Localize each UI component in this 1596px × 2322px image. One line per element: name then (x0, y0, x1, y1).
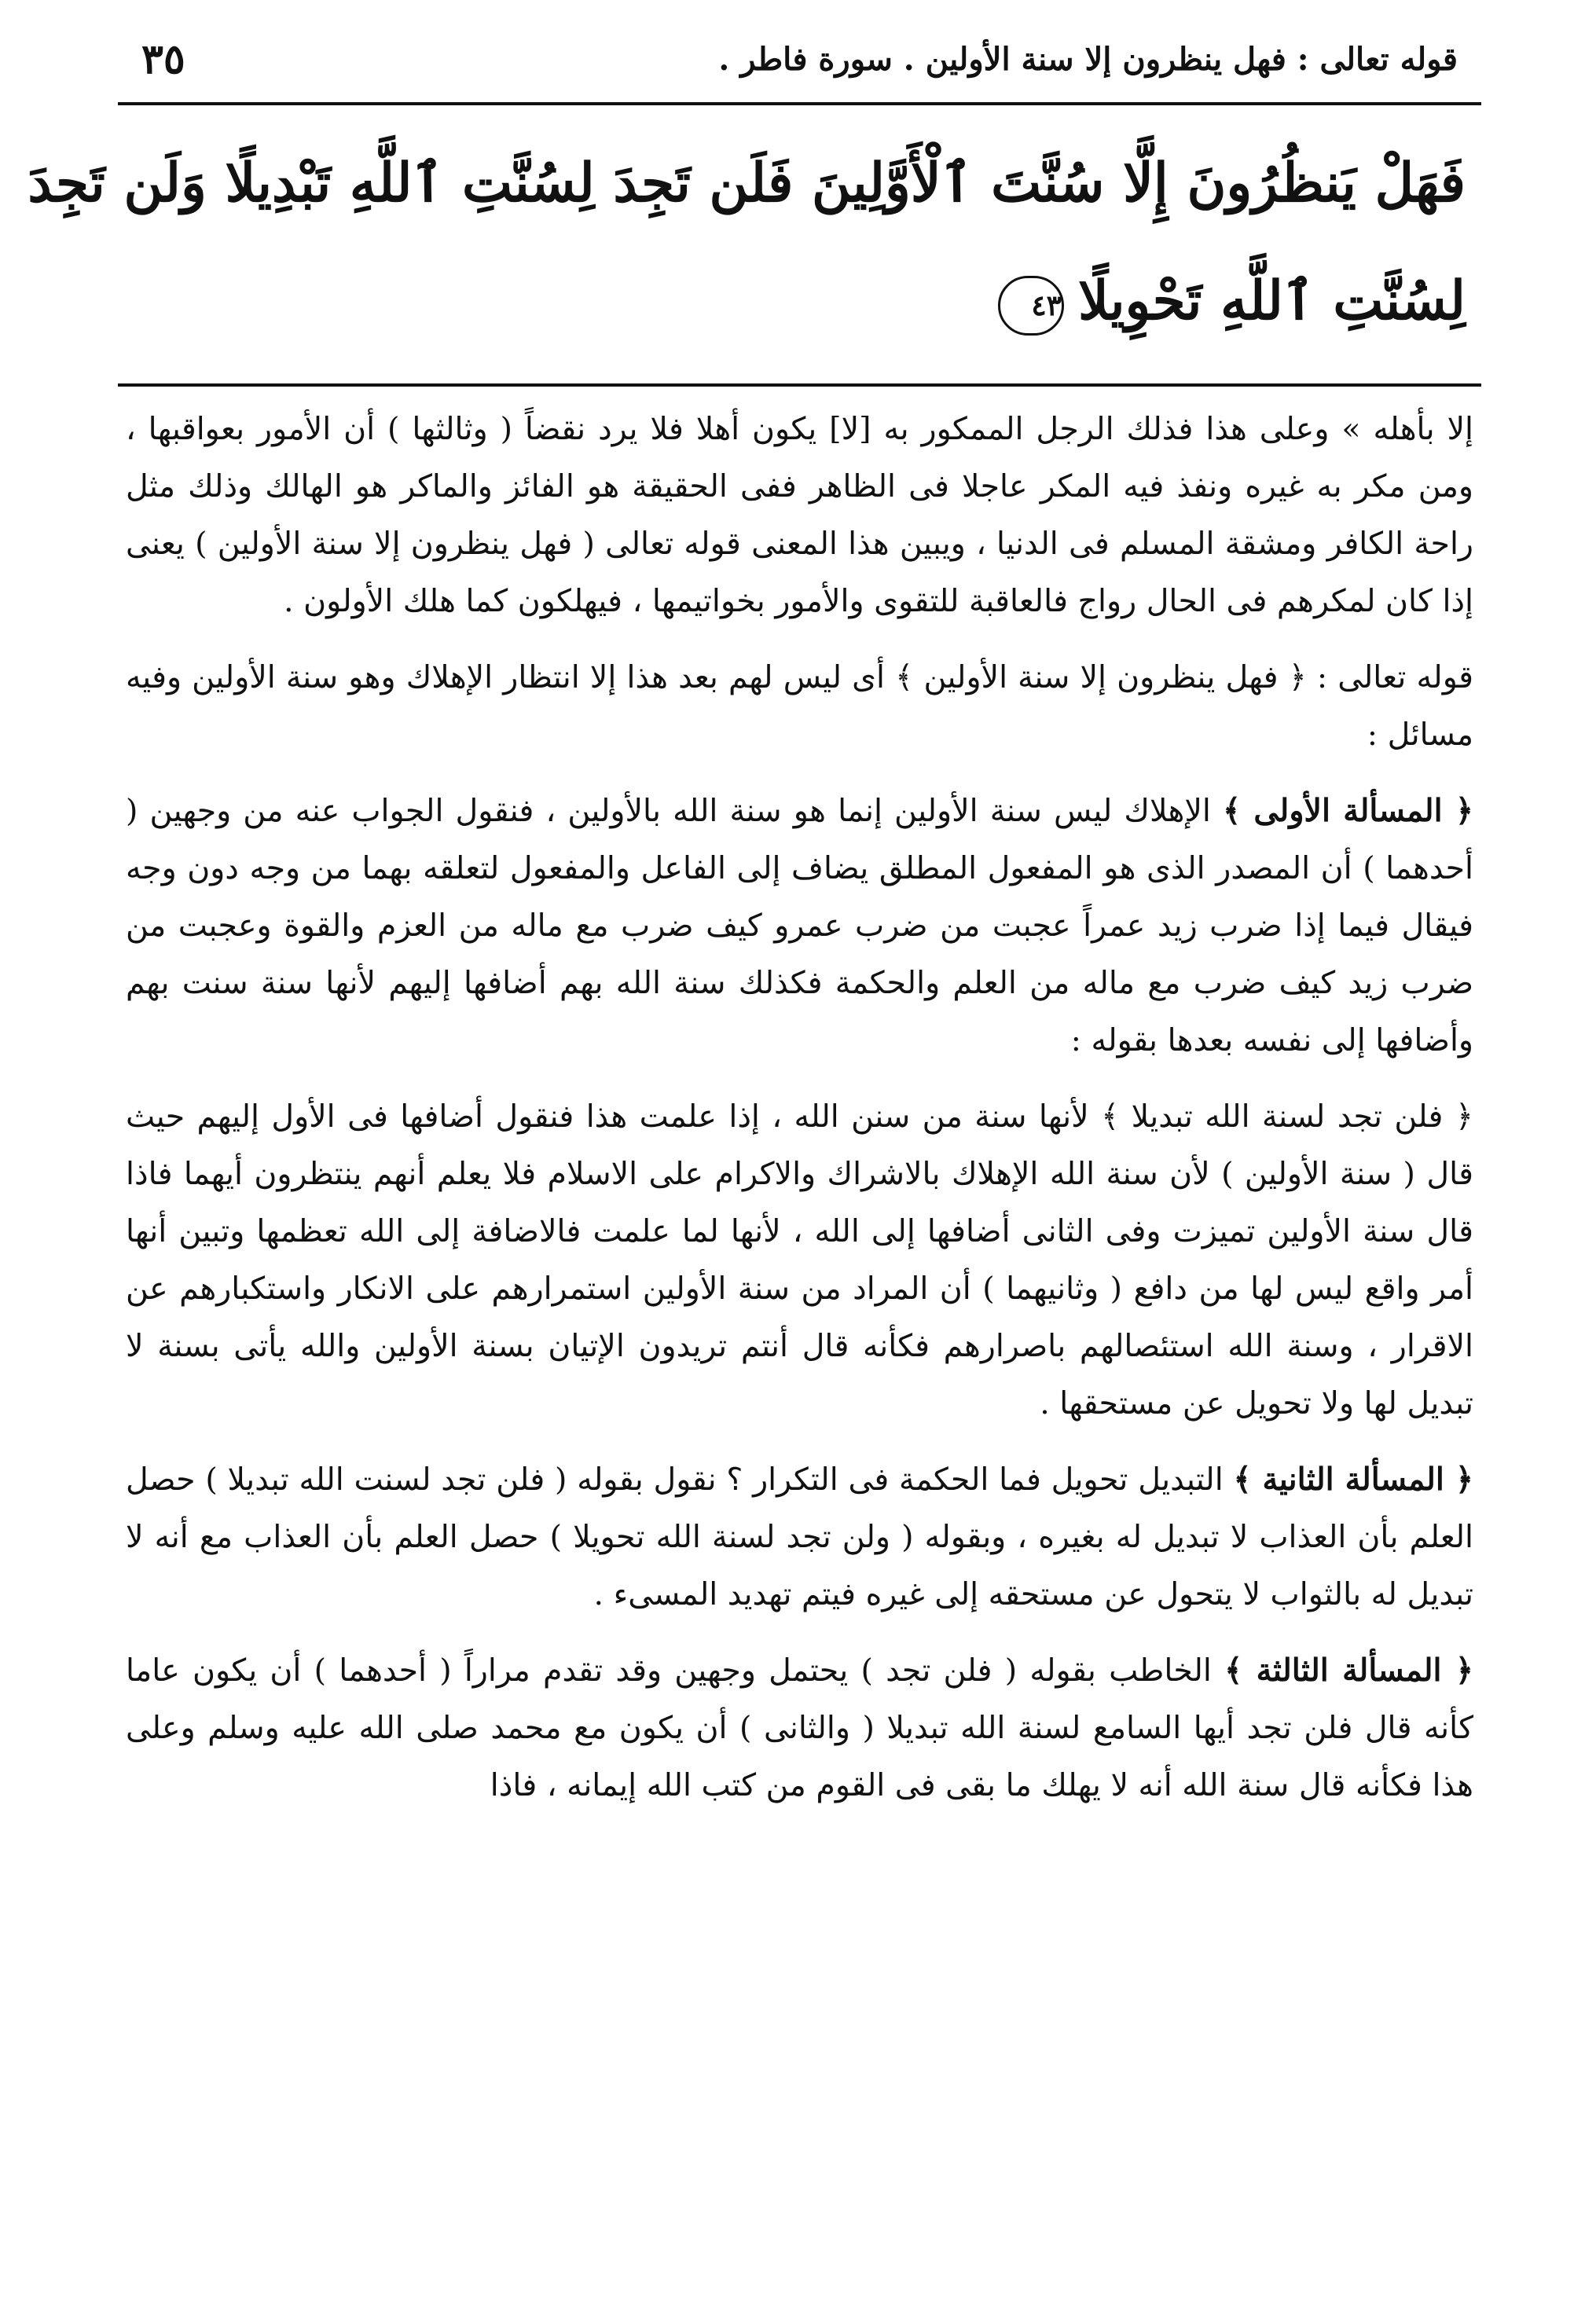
commentary-body (118, 387, 1481, 1814)
book-page (28, 16, 1481, 2294)
verse-line-2-text: لِسُنَّتِ ٱللَّهِ تَحْوِيلًا (1078, 270, 1466, 332)
verse-line-2 (134, 242, 1466, 360)
running-title: قوله تعالى : فهل ينظرون إلا سنة الأولين . سورة فاطر . (718, 40, 1458, 78)
paragraph-text: الإهلاك ليس سنة الأولين إنما هو سنة الله بالأولين ، فنقول الجواب عنه من وجهين ( أحدهما ) أن المصدر الذى هو المفعول المطلق يضاف إلى الفاعل والمفعول لتعلقه بهما من وجه دون وجه فيقال فيما إذا ضرب زيد عمراً عجبت من ضرب عمرو كيف ضرب مع ماله من العزم والقوة وعجبت من ضرب زيد كيف ضرب مع ماله من العلم والحكمة فكذلك سنة الله بهم أضافها إليهم لأنها سنة سنت بهم وأضافها إلى نفسه بعدها بقوله : (126, 793, 1473, 1058)
running-header (118, 16, 1481, 102)
section-heading: ﴿ المسألة الثالثة ﴾ (1224, 1653, 1473, 1689)
section-heading: ﴿ المسألة الثانية ﴾ (1233, 1462, 1473, 1498)
verse-line-1: فَهَلْ يَنظُرُونَ إِلَّا سُنَّتَ ٱلْأَوَّلِينَ فَلَن تَجِدَ لِسُنَّتِ ٱللَّهِ تَبْدِيلًا وَلَن تَجِدَ (28, 152, 1466, 215)
page-number: ٣٥ (141, 35, 185, 83)
paragraph-text: قوله تعالى : ﴿ فهل ينظرون إلا سنة الأولين ﴾ أى ليس لهم بعد هذا إلا انتظار الإهلاك وهو سنة الأولين وفيه مسائل : (126, 659, 1473, 753)
section-heading: ﴿ المسألة الأولى ﴾ (1222, 793, 1473, 829)
paragraph (126, 783, 1473, 1069)
paragraph-text: التبديل تحويل فما الحكمة فى التكرار ؟ نقول بقوله ( فلن تجد لسنت الله تبديلا ) حصل العلم بأن العذاب لا تبديل له بغيره ، وبقوله ( ولن تجد لسنة الله تحويلا ) حصل العلم بأن العذاب مع أنه لا تبديل له بالثواب لا يتحول عن مستحقه إلى غيره فيتم تهديد المسىء . (126, 1462, 1473, 1612)
quran-verse (28, 105, 1481, 383)
paragraph (126, 1088, 1473, 1432)
paragraph (126, 1451, 1473, 1623)
paragraph (126, 401, 1473, 630)
paragraph (126, 1642, 1473, 1814)
paragraph-text: الخاطب بقوله ( فلن تجد ) يحتمل وجهين وقد تقدم مراراً ( أحدهما ) أن يكون عاما كأنه قال فلن تجد أيها السامع لسنة الله تبديلا ( والثانى ) أن يكون مع محمد صلى الله عليه وسلم وعلى هذا فكأنه قال سنة الله أنه لا يهلك ما بقى فى القوم من كتب الله إيمانه ، فاذا (126, 1653, 1473, 1803)
paragraph-text: ﴿ فلن تجد لسنة الله تبديلا ﴾ لأنها سنة من سنن الله ، إذا علمت هذا فنقول أضافها فى الأول إليهم حيث قال ( سنة الأولين ) لأن سنة الله الإهلاك بالاشراك والاكرام على الاسلام فلا يعلم أنهم ينتظرون أيهما فاذا قال سنة الأولين تميزت وفى الثانى أضافها إلى الله ، لأنها لما علمت فالاضافة إلى الله تعظمها وتبين أنها أمر واقع ليس لها من دافع ( وثانيهما ) أن المراد من سنة الأولين استمرارهم على الانكار واستكبارهم عن الاقرار ، وسنة الله استئصالهم باصرارهم فكأنه قال أنتم تريدون الإتيان بسنة الأولين والله يأتى بسنة لا تبديل لها ولا تحويل عن مستحقها . (126, 1099, 1473, 1421)
paragraph (126, 649, 1473, 764)
verse-number-marker: ٤٣ (998, 276, 1064, 336)
paragraph-text: إلا بأهله » وعلى هذا فذلك الرجل الممكور به [لا] يكون أهلا فلا يرد نقضاً ( وثالثها ) أن الأمور بعواقبها ، ومن مكر به غيره ونفذ فيه المكر عاجلا فى الظاهر ففى الحقيقة هو الفائز والماكر هو الهالك وذلك مثل راحة الكافر ومشقة المسلم فى الدنيا ، ويبين هذا المعنى قوله تعالى ( فهل ينظرون إلا سنة الأولين ) يعنى إذا كان لمكرهم فى الحال رواج فالعاقبة للتقوى والأمور بخواتيمها ، فيهلكون كما هلك الأولون . (126, 411, 1473, 619)
